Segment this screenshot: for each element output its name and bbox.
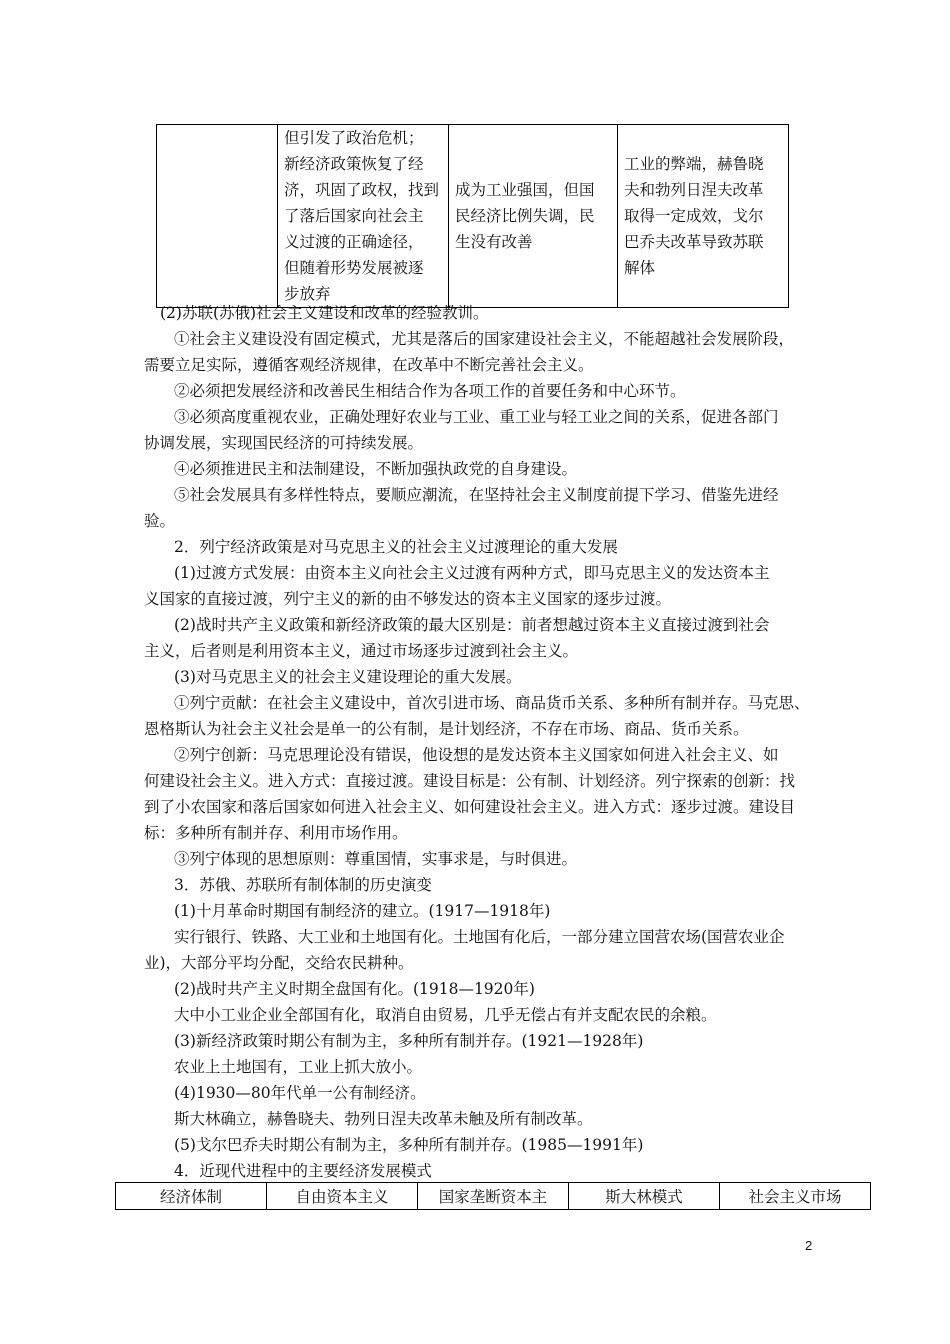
text-line: ④必须推进民主和法制建设，不断加强执政党的自身建设。 [174,460,578,478]
table-cell-empty [157,125,278,308]
text-line: (3)对马克思主义的社会主义建设理论的重大发展。 [174,668,522,686]
table-header-row [116,1183,871,1210]
text-line: (3)新经济政策时期公有制为主，多种所有制并存。(1921—1928年) [174,1032,644,1050]
section-heading: 3．苏俄、苏联所有制体制的历史演变 [174,876,432,894]
text-line: (2)苏联(苏俄)社会主义建设和改革的经验教训。 [160,304,489,322]
table-header-cell: 自由资本主义 [267,1183,418,1210]
table-cell-policy-outcome: 但引发了政治危机； 新经济政策恢复了经 济，巩固了政权，找到 了落后国家向社会主 义过渡的正确途径， 但随着形势发展被逐 步放弃 [278,125,449,308]
text-line: 斯大林确立，赫鲁晓夫、勃列日涅夫改革未触及所有制改革。 [174,1110,593,1128]
text-line: (4)1930—80年代单一公有制经济。 [174,1084,426,1102]
table-header-cell: 国家垄断资本主 [418,1183,569,1210]
table-header-cell: 经济体制 [116,1183,267,1210]
text-line: 义国家的直接过渡，列宁主义的新的由不够发达的资本主义国家的逐步过渡。 [144,590,672,608]
table-cell-stalin-outcome: 成为工业强国，但国 民经济比例失调，民 生没有改善 [449,125,618,308]
text-line: 到了小农国家和落后国家如何进入社会主义、如何建设社会主义。进入方式：逐步过渡。建设目 [144,798,796,816]
text-line: 业)，大部分平均分配，交给农民耕种。 [144,954,414,972]
text-line: 需要立足实际，遵循客观经济规律，在改革中不断完善社会主义。 [144,356,594,374]
text-line: (1)过渡方式发展：由资本主义向社会主义过渡有两种方式，即马克思主义的发达资本主 [174,564,770,582]
text-line: 恩格斯认为社会主义社会是单一的公有制，是计划经济，不存在市场、商品、货币关系。 [144,720,749,738]
text-line: (5)戈尔巴乔夫时期公有制为主，多种所有制并存。(1985—1991年) [174,1136,644,1154]
text-line: 农业上土地国有，工业上抓大放小。 [174,1058,423,1076]
text-line: 何建设社会主义。进入方式：直接过渡。建设目标是：公有制、计划经济。列宁探索的创新：找 [144,772,796,790]
table-cell-reform-outcome: 工业的弊端，赫鲁晓 夫和勃列日涅夫改革 取得一定成效，戈尔 巴乔夫改革导致苏联 解体 [618,125,789,308]
text-line: ③必须高度重视农业，正确处理好农业与工业、重工业与轻工业之间的关系，促进各部门 [174,408,779,426]
table-header-cell: 斯大林模式 [569,1183,720,1210]
text-line: 大中小工业企业全部国有化，取消自由贸易，几乎无偿占有并支配农民的余粮。 [174,1006,717,1024]
text-line: 实行银行、铁路、大工业和土地国有化。土地国有化后，一部分建立国营农场(国营农业企 [174,928,785,946]
text-line: 验。 [144,512,176,530]
text-line: (2)战时共产主义政策和新经济政策的最大区别是：前者想越过资本主义直接过渡到社会 [174,616,770,634]
body-text [144,300,824,1184]
text-line: ③列宁体现的思想原则：尊重国情，实事求是，与时俱进。 [174,850,578,868]
text-line: ①社会主义建设没有固定模式，尤其是落后的国家建设社会主义，不能超越社会发展阶段， [174,330,795,348]
text-line: ⑤社会发展具有多样性特点，要顺应潮流，在坚持社会主义制度前提下学习、借鉴先进经 [174,486,779,504]
table-header-cell: 社会主义市场 [720,1183,871,1210]
economic-models-table [115,1182,871,1210]
section-heading: 4．近现代进程中的主要经济发展模式 [174,1162,432,1180]
text-line: ②必须把发展经济和改善民生相结合作为各项工作的首要任务和中心环节。 [174,382,686,400]
text-line: 协调发展，实现国民经济的可持续发展。 [144,434,424,452]
table-row [157,125,789,308]
continued-table [156,124,789,308]
text-line: 主义，后者则是利用资本主义，通过市场逐步过渡到社会主义。 [144,642,579,660]
section-heading: 2．列宁经济政策是对马克思主义的社会主义过渡理论的重大发展 [174,538,618,556]
page-number: 2 [805,1238,813,1253]
text-line: ②列宁创新：马克思理论没有错误，他设想的是发达资本主义国家如何进入社会主义、如 [174,746,779,764]
text-line: 标：多种所有制并存、利用市场作用。 [144,824,408,842]
text-line: (2)战时共产主义时期全盘国有化。(1918—1920年) [174,980,535,998]
text-line: (1)十月革命时期国有制经济的建立。(1917—1918年) [174,902,551,920]
text-line: ①列宁贡献：在社会主义建设中，首次引进市场、商品货币关系、多种所有制并存。马克思、 [174,694,810,712]
